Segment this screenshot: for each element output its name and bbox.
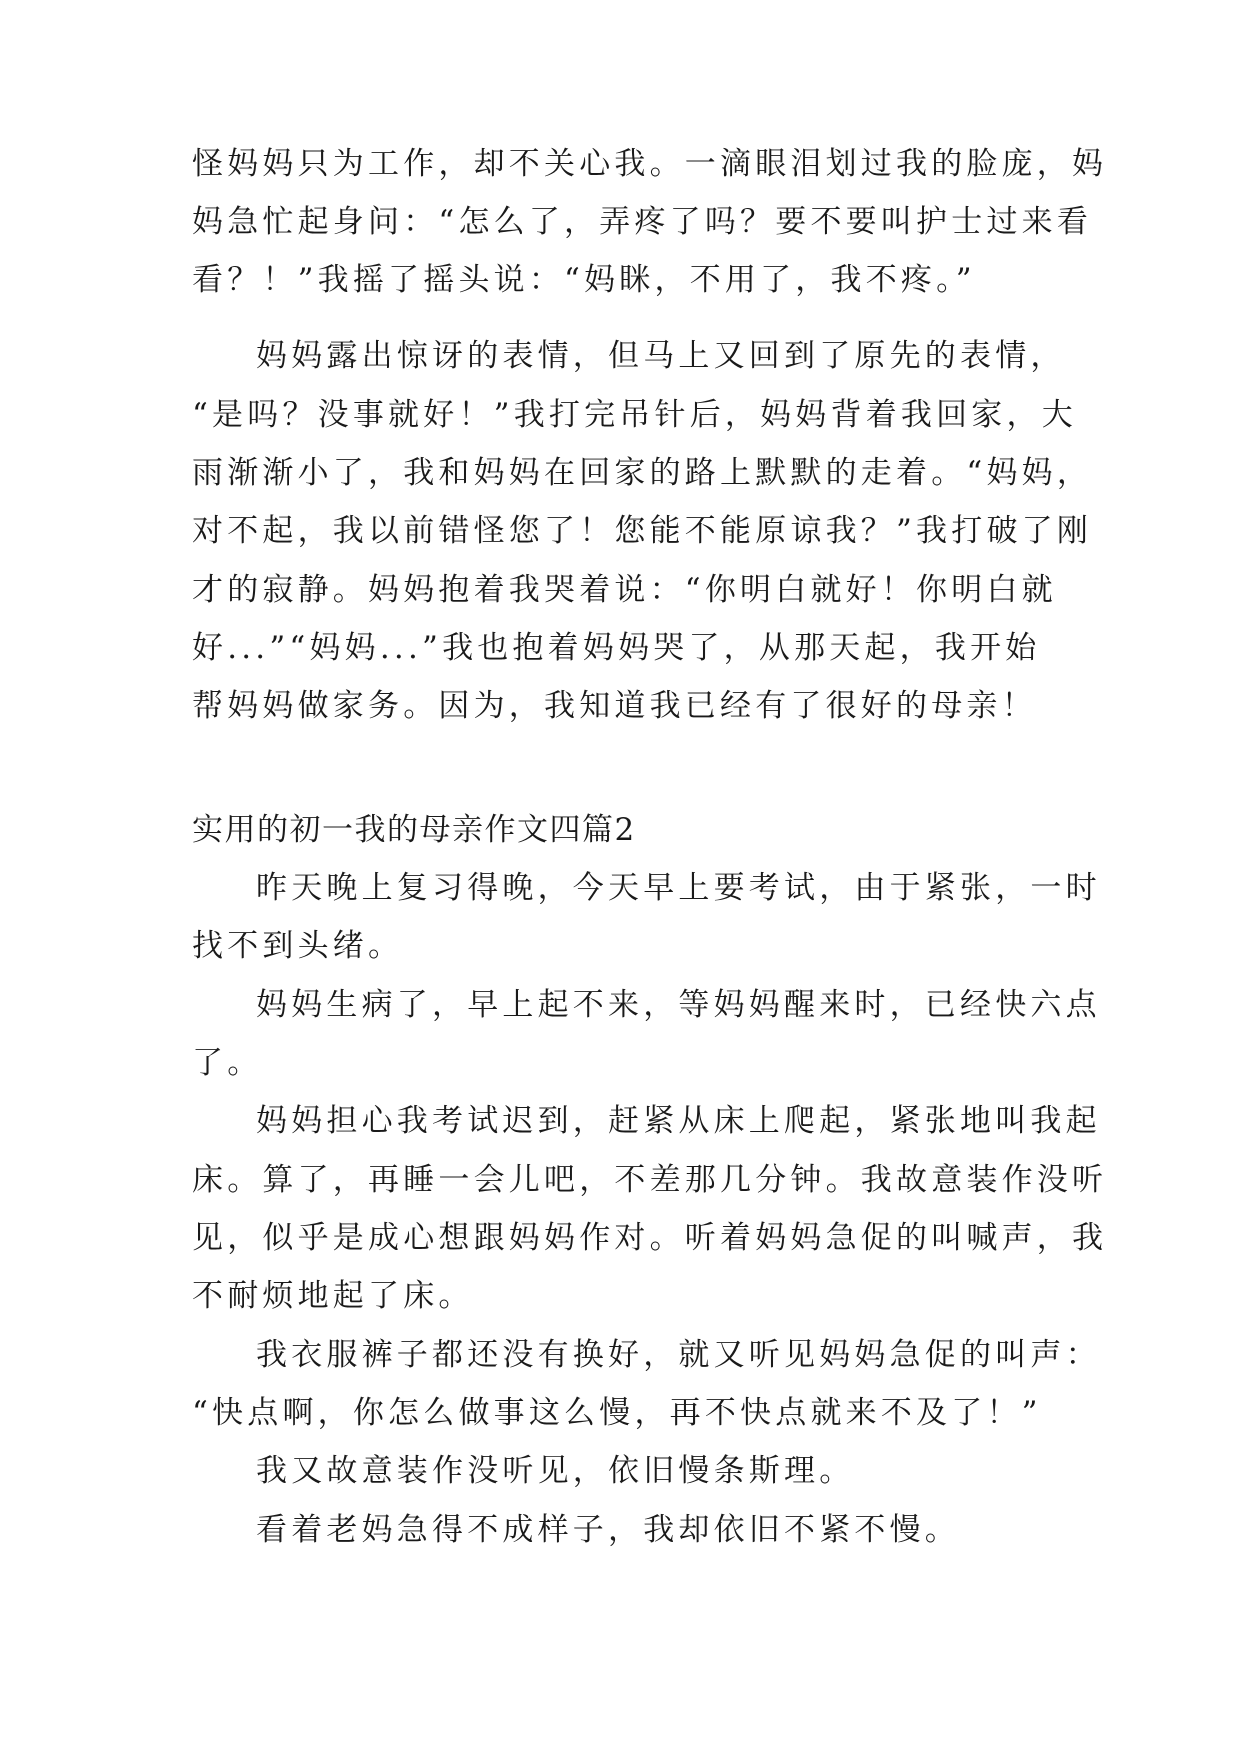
text-line: 床。算了，再睡一会儿吧，不差那几分钟。我故意装作没听 <box>192 1162 1108 1198</box>
text-line: 见，似乎是成心想跟妈妈作对。听着妈妈急促的叫喊声，我 <box>192 1220 1108 1256</box>
text-line: 妈妈生病了，早上起不来，等妈妈醒来时，已经快六点 <box>256 987 1101 1023</box>
text-line: 看着老妈急得不成样子，我却依旧不紧不慢。 <box>256 1512 960 1548</box>
text-line: 昨天晚上复习得晚，今天早上要考试，由于紧张，一时 <box>256 870 1101 906</box>
text-line: 妈妈担心我考试迟到，赶紧从床上爬起，紧张地叫我起 <box>256 1103 1101 1139</box>
text-line: 找不到头绪。 <box>192 928 404 964</box>
text-line: 怪妈妈只为工作，却不关心我。一滴眼泪划过我的脸庞，妈 <box>192 146 1108 182</box>
text-line: 看？！”我摇了摇头说：“妈眯，不用了，我不疼。” <box>192 262 976 298</box>
text-line: 不耐烦地起了床。 <box>192 1278 474 1314</box>
text-line: 雨渐渐小了，我和妈妈在回家的路上默默的走着。“妈妈， <box>192 455 1093 491</box>
text-line: “是吗？没事就好！”我打完吊针后，妈妈背着我回家，大 <box>192 397 1077 433</box>
section-heading: 实用的初一我的母亲作文四篇2 <box>192 812 636 848</box>
text-line: 才的寂静。妈妈抱着我哭着说：“你明白就好！你明白就 <box>192 572 1057 608</box>
text-line: 了。 <box>192 1045 263 1081</box>
text-line: “快点啊，你怎么做事这么慢，再不快点就来不及了！” <box>192 1395 1042 1431</box>
text-line: 妈急忙起身问：“怎么了，弄疼了吗？要不要叫护士过来看 <box>192 204 1093 240</box>
text-line: 帮妈妈做家务。因为，我知道我已经有了很好的母亲！ <box>192 688 1037 724</box>
text-line: 我又故意装作没听见，依旧慢条斯理。 <box>256 1453 855 1489</box>
text-line: 妈妈露出惊讶的表情，但马上又回到了原先的表情， <box>256 338 1066 374</box>
text-line: 对不起，我以前错怪您了！您能不能原谅我？”我打破了刚 <box>192 513 1093 549</box>
text-line: 我衣服裤子都还没有换好，就又听见妈妈急促的叫声： <box>256 1337 1101 1373</box>
text-line: 好...”“妈妈...”我也抱着妈妈哭了，从那天起，我开始 <box>192 630 1041 666</box>
